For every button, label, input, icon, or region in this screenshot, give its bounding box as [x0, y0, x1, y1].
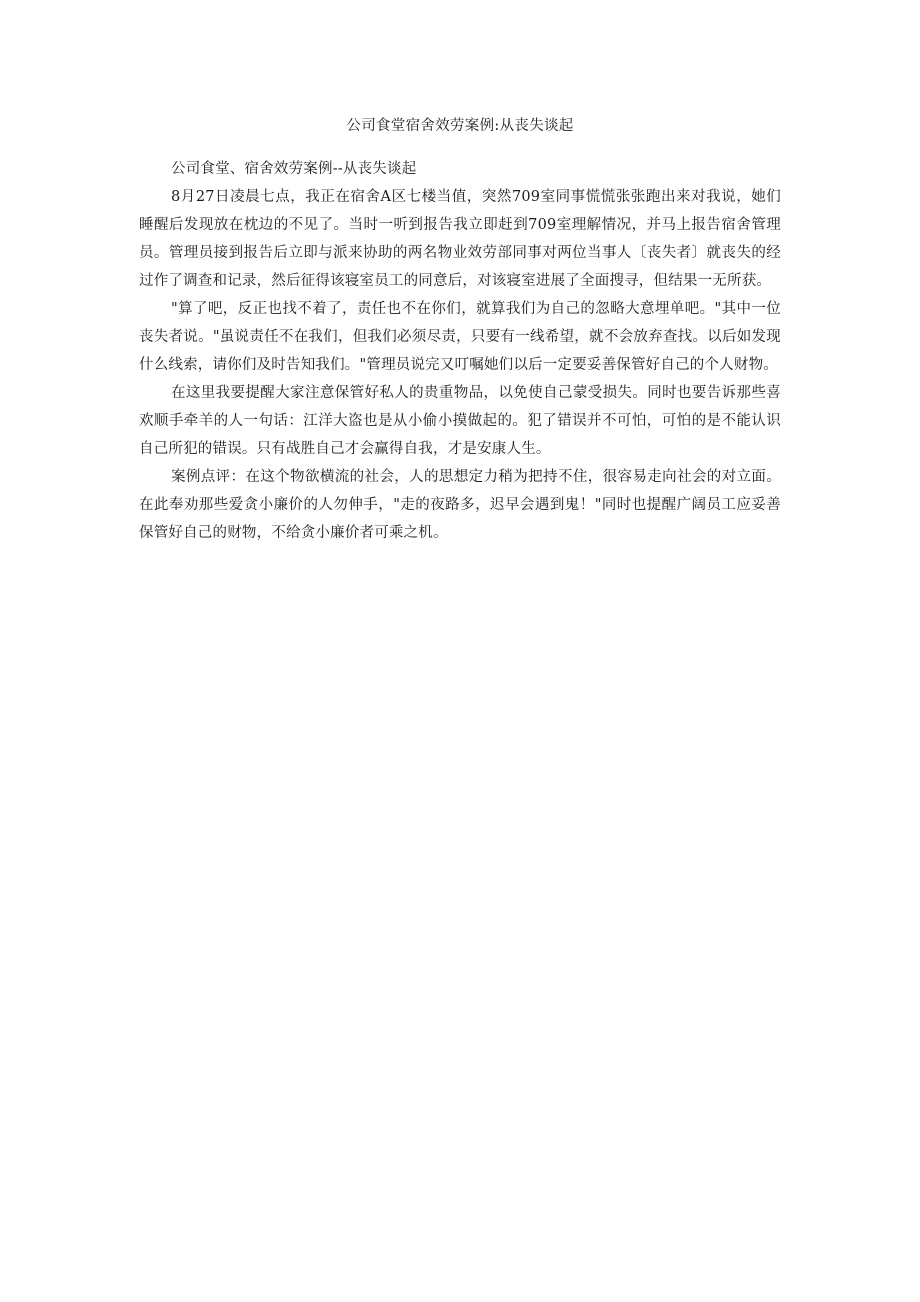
- paragraph-subtitle: 公司食堂、宿舍效劳案例--从丧失谈起: [171, 161, 417, 177]
- document-title: 公司食堂宿舍效劳案例:从丧失谈起: [346, 118, 574, 134]
- paragraph-dialogue: "算了吧，反正也找不着了，责任也不在你们，就算我们为自己的忽略大意埋单吧。"其中一位丧失者说。"虽说责任不在我们，但我们必须尽责，只要有一线希望，就不会放弃查找。以后如发现什么线索，请你们及时告知我们。"管理员说完又叮嘱她们以后一定要妥善保管好自己的个人财物。: [139, 301, 781, 373]
- paragraph-incident: 8月27日凌晨七点，我正在宿舍A区七楼当值，突然709室同事慌慌张张跑出来对我说，她们睡醒后发现放在枕边的不见了。当时一听到报告我立即赶到709室理解情况，并马上报告宿舍管理员。管理员接到报告后立即与派来协助的两名物业效劳部同事对两位当事人〔丧失者〕就丧失的经过作了调查和记录，然后征得该寝室员工的同意后，对该寝室进展了全面搜寻，但结果一无所获。: [139, 189, 781, 289]
- document-body: [139, 155, 781, 547]
- paragraph-commentary: 案例点评：在这个物欲横流的社会，人的思想定力稍为把持不住，很容易走向社会的对立面。在此奉劝那些爱贪小廉价的人勿伸手，"走的夜路多，迟早会遇到鬼！"同时也提醒广阔员工应妥善保管好自己的财物，不给贪小廉价者可乘之机。: [139, 469, 781, 541]
- paragraph-reminder: 在这里我要提醒大家注意保管好私人的贵重物品，以免使自己蒙受损失。同时也要告诉那些喜欢顺手牵羊的人一句话：江洋大盗也是从小偷小摸做起的。犯了错误并不可怕，可怕的是不能认识自己所犯的错误。只有战胜自己才会赢得自我，才是安康人生。: [139, 385, 781, 457]
